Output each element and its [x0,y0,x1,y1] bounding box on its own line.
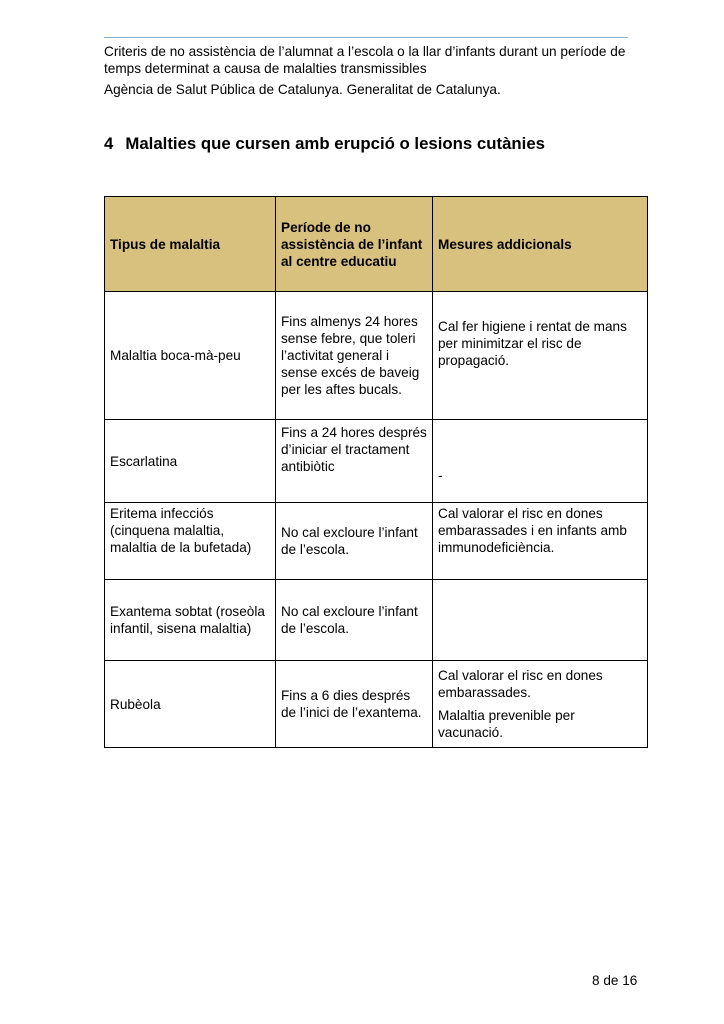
measure-text: Cal valorar el risc en dones embarassades. [438,668,603,700]
table-row [105,292,648,420]
measures-cell [433,661,648,748]
period-cell: Fins almenys 24 hores sense febre, que toleri l’activitat general i sense excés de baveig per les aftes bucals. [276,292,433,420]
disease-cell: Malaltia boca-mà-peu [105,292,276,420]
measure-text: Cal fer higiene i rentat de mans per minimitzar el risc de propagació. [438,319,627,368]
table-header-row [105,197,648,292]
section-title: Malalties que cursen amb erupció o lesions cutànies [125,134,546,153]
disease-text: Eritema infecciós (cinquena malaltia, malaltia de la bufetada) [110,506,252,555]
measures-cell [433,292,648,420]
period-cell: No cal excloure l’infant de l’escola. [276,580,433,661]
measures-cell [433,420,648,503]
period-cell [276,420,433,503]
header-disease: Tipus de malaltia [105,197,276,292]
measures-cell [433,580,648,661]
table-row [105,503,648,580]
measure-text: - [438,468,443,483]
table-row [105,580,648,661]
agency-name: Agència de Salut Pública de Catalunya. Generalitat de Catalunya. [104,82,501,97]
section-number: 4 [104,134,114,153]
header-rule [104,37,628,38]
disease-cell [105,503,276,580]
section-heading [104,134,545,154]
measures-cell [433,503,648,580]
header-measures: Mesures addicionals [433,197,648,292]
table-row [105,420,648,503]
period-cell: Fins a 6 dies després de l’inici de l’exantema. [276,661,433,748]
disease-cell: Rubèola [105,661,276,748]
measure-text: Cal valorar el risc en dones embarassades i en infants amb immunodeficiència. [438,506,627,555]
diseases-table [104,196,648,748]
measure-text: Malaltia prevenible per vacunació. [438,708,575,740]
document-title: Criteris de no assistència de l’alumnat a l’escola o la llar d’infants durant un període de temps determinat a causa de malalties transmissibles [104,44,626,76]
period-cell: No cal excloure l’infant de l’escola. [276,503,433,580]
page-number: 8 de 16 [592,973,638,988]
disease-cell: Exantema sobtat (roseòla infantil, sisena malaltia) [105,580,276,661]
table-row [105,661,648,748]
header-period: Període de no assistència de l’infant al centre educatiu [276,197,433,292]
disease-cell: Escarlatina [105,420,276,503]
period-text: Fins a 24 hores després d’iniciar el tractament antibiòtic [281,425,427,474]
